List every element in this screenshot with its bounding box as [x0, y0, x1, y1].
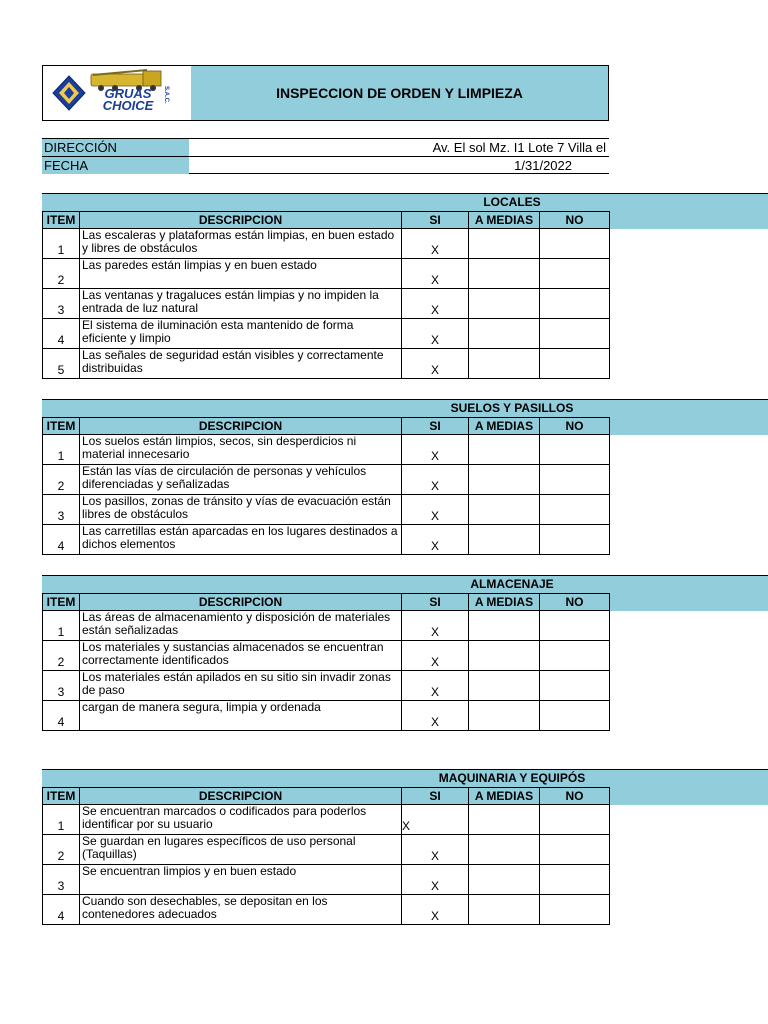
col-a-medias-header: A MEDIAS	[469, 788, 540, 805]
column-header-row	[43, 212, 610, 229]
row-no-cell[interactable]	[540, 611, 610, 641]
row-no-cell[interactable]	[540, 671, 610, 701]
col-no-header: NO	[540, 212, 610, 229]
row-si-cell[interactable]: X	[402, 641, 469, 671]
document-header	[42, 65, 609, 121]
section-band	[42, 769, 768, 787]
row-si-cell[interactable]: X	[402, 349, 469, 379]
row-description: Las carretillas están aparcadas en los lugares destinados a dichos elementos	[80, 525, 402, 555]
row-description: Los pasillos, zonas de tránsito y vías de evacuación están libres de obstáculos	[80, 495, 402, 525]
col-si-header: SI	[402, 594, 469, 611]
table-row	[43, 701, 610, 731]
col-item-header: ITEM	[43, 212, 80, 229]
row-item-number: 2	[43, 835, 80, 865]
col-descripcion-header: DESCRIPCION	[80, 594, 402, 611]
row-si-cell[interactable]: X	[402, 611, 469, 641]
table-row	[43, 835, 610, 865]
row-item-number: 3	[43, 289, 80, 319]
row-description: Los materiales están apilados en su sitio sin invadir zonas de paso	[80, 671, 402, 701]
row-item-number: 2	[43, 465, 80, 495]
direccion-row	[42, 138, 609, 156]
row-a-medias-cell[interactable]	[469, 671, 540, 701]
row-description: Están las vías de circulación de personas y vehículos diferenciadas y señalizadas	[80, 465, 402, 495]
table-row	[43, 465, 610, 495]
table-row	[43, 895, 610, 925]
logo-side-text: S.A.C.	[163, 86, 169, 104]
table-row	[43, 805, 610, 835]
row-no-cell[interactable]	[540, 435, 610, 465]
row-si-cell[interactable]: X	[402, 465, 469, 495]
row-description: Se encuentran limpios y en buen estado	[80, 865, 402, 895]
row-item-number: 4	[43, 701, 80, 731]
row-a-medias-cell[interactable]	[469, 465, 540, 495]
row-no-cell[interactable]	[540, 895, 610, 925]
row-no-cell[interactable]	[540, 865, 610, 895]
row-a-medias-cell[interactable]	[469, 349, 540, 379]
row-no-cell[interactable]	[540, 495, 610, 525]
row-item-number: 1	[43, 435, 80, 465]
header-band-extension	[609, 417, 768, 435]
row-a-medias-cell[interactable]	[469, 495, 540, 525]
direccion-label: DIRECCIÓN	[42, 139, 189, 156]
row-a-medias-cell[interactable]	[469, 835, 540, 865]
col-item-header: ITEM	[43, 594, 80, 611]
col-a-medias-header: A MEDIAS	[469, 594, 540, 611]
table-row	[43, 611, 610, 641]
row-description: Las escaleras y plataformas están limpias, en buen estado y libres de obstáculos	[80, 229, 402, 259]
row-description: Los suelos están limpios, secos, sin desperdicios ni material innecesario	[80, 435, 402, 465]
row-a-medias-cell[interactable]	[469, 701, 540, 731]
page-title: INSPECCION DE ORDEN Y LIMPIEZA	[191, 66, 608, 120]
section-table	[42, 593, 610, 731]
table-row	[43, 229, 610, 259]
logo-text	[93, 88, 163, 112]
table-row	[43, 289, 610, 319]
row-a-medias-cell[interactable]	[469, 435, 540, 465]
row-item-number: 4	[43, 895, 80, 925]
row-no-cell[interactable]	[540, 465, 610, 495]
section-table	[42, 787, 610, 925]
row-item-number: 4	[43, 525, 80, 555]
table-row	[43, 495, 610, 525]
col-si-header: SI	[402, 788, 469, 805]
table-row	[43, 671, 610, 701]
row-a-medias-cell[interactable]	[469, 865, 540, 895]
row-si-cell[interactable]: X	[402, 435, 469, 465]
row-no-cell[interactable]	[540, 259, 610, 289]
section-table	[42, 417, 610, 555]
table-row	[43, 865, 610, 895]
fecha-label: FECHA	[42, 157, 189, 174]
col-si-header: SI	[402, 212, 469, 229]
row-description: Se encuentran marcados o codificados para poderlos identificar por su usuario	[80, 805, 402, 835]
fecha-value: 1/31/2022	[514, 158, 572, 173]
row-description: El sistema de iluminación esta mantenido de forma eficiente y limpio	[80, 319, 402, 349]
row-description: Se guardan en lugares específicos de uso personal (Taquillas)	[80, 835, 402, 865]
row-description: Las áreas de almacenamiento y disposición de materiales están señalizadas	[80, 611, 402, 641]
row-no-cell[interactable]	[540, 835, 610, 865]
section-band	[42, 575, 768, 593]
col-a-medias-header: A MEDIAS	[469, 212, 540, 229]
table-row	[43, 525, 610, 555]
header-band-extension	[609, 787, 768, 805]
company-logo	[43, 66, 192, 120]
col-descripcion-header: DESCRIPCION	[80, 788, 402, 805]
row-item-number: 3	[43, 865, 80, 895]
logo-text-line2: CHOICE	[102, 98, 154, 113]
row-si-cell[interactable]: X	[402, 495, 469, 525]
table-row	[43, 259, 610, 289]
table-row	[43, 641, 610, 671]
row-si-cell[interactable]: X	[402, 319, 469, 349]
row-description: Los materiales y sustancias almacenados se encuentran correctamente identificados	[80, 641, 402, 671]
row-description: Cuando son desechables, se depositan en los contenedores adecuados	[80, 895, 402, 925]
section-title: MAQUINARIA Y EQUIPÓS	[438, 771, 586, 785]
col-si-header: SI	[402, 418, 469, 435]
column-header-row	[43, 788, 610, 805]
row-si-cell[interactable]: X	[402, 701, 469, 731]
column-header-row	[43, 418, 610, 435]
col-a-medias-header: A MEDIAS	[469, 418, 540, 435]
row-si-cell[interactable]: X	[402, 835, 469, 865]
row-description: Las paredes están limpias y en buen estado	[80, 259, 402, 289]
row-no-cell[interactable]	[540, 349, 610, 379]
fecha-row	[42, 156, 609, 174]
row-no-cell[interactable]	[540, 319, 610, 349]
col-no-header: NO	[540, 788, 610, 805]
row-item-number: 3	[43, 495, 80, 525]
section-band	[42, 193, 768, 211]
row-item-number: 4	[43, 319, 80, 349]
row-a-medias-cell[interactable]	[469, 319, 540, 349]
row-a-medias-cell[interactable]	[469, 895, 540, 925]
row-description: Las señales de seguridad están visibles y correctamente distribuidas	[80, 349, 402, 379]
row-si-cell[interactable]: X	[402, 895, 469, 925]
row-si-cell[interactable]: X	[402, 259, 469, 289]
table-row	[43, 435, 610, 465]
row-si-cell[interactable]: X	[402, 289, 469, 319]
row-si-cell[interactable]: X	[402, 865, 469, 895]
column-header-row	[43, 594, 610, 611]
row-si-cell[interactable]: X	[402, 805, 469, 835]
row-item-number: 1	[43, 611, 80, 641]
row-a-medias-cell[interactable]	[469, 805, 540, 835]
row-item-number: 5	[43, 349, 80, 379]
col-item-header: ITEM	[43, 788, 80, 805]
row-a-medias-cell[interactable]	[469, 641, 540, 671]
row-item-number: 1	[43, 229, 80, 259]
row-a-medias-cell[interactable]	[469, 525, 540, 555]
col-item-header: ITEM	[43, 418, 80, 435]
section-band	[42, 399, 768, 417]
section-table	[42, 211, 610, 379]
row-item-number: 1	[43, 805, 80, 835]
row-a-medias-cell[interactable]	[469, 229, 540, 259]
row-si-cell[interactable]: X	[402, 671, 469, 701]
row-description: Las ventanas y tragaluces están limpias y no impiden la entrada de luz natural	[80, 289, 402, 319]
row-item-number: 2	[43, 259, 80, 289]
section-title: SUELOS Y PASILLOS	[450, 401, 574, 415]
section-title: ALMACENAJE	[470, 577, 554, 591]
table-row	[43, 319, 610, 349]
col-descripcion-header: DESCRIPCION	[80, 212, 402, 229]
header-band-extension	[609, 211, 768, 229]
row-item-number: 2	[43, 641, 80, 671]
table-row	[43, 349, 610, 379]
row-si-cell[interactable]: X	[402, 525, 469, 555]
row-no-cell[interactable]	[540, 641, 610, 671]
col-no-header: NO	[540, 418, 610, 435]
section-title: LOCALES	[483, 195, 541, 209]
row-item-number: 3	[43, 671, 80, 701]
row-a-medias-cell[interactable]	[469, 259, 540, 289]
row-no-cell[interactable]	[540, 701, 610, 731]
header-band-extension	[609, 593, 768, 611]
logo-text-line1: GRUAS	[104, 86, 152, 101]
col-no-header: NO	[540, 594, 610, 611]
row-si-cell[interactable]: X	[402, 229, 469, 259]
row-no-cell[interactable]	[540, 525, 610, 555]
row-no-cell[interactable]	[540, 229, 610, 259]
col-descripcion-header: DESCRIPCION	[80, 418, 402, 435]
row-description: cargan de manera segura, limpia y ordenada	[80, 701, 402, 731]
row-no-cell[interactable]	[540, 289, 610, 319]
row-a-medias-cell[interactable]	[469, 289, 540, 319]
row-no-cell[interactable]	[540, 805, 610, 835]
direccion-value: Av. El sol Mz. I1 Lote 7 Villa el	[432, 140, 606, 155]
row-a-medias-cell[interactable]	[469, 611, 540, 641]
